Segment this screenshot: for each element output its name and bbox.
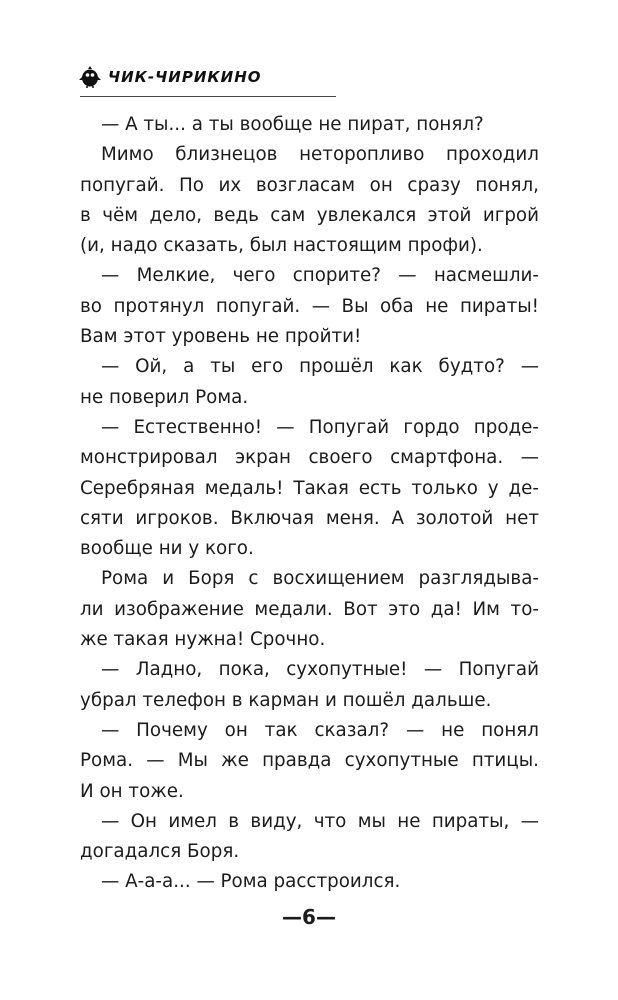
text-line: И он тоже. [80,780,184,802]
text-line: — Мелкие, чего спорите? — насмешли- [101,265,539,287]
text-line: — А-а-а... — Рома расстроился. [101,871,401,893]
page-number: —6— [282,905,336,929]
text-line: (и, надо сказать, был настоящим профи). [80,235,483,257]
bird-icon [78,64,102,88]
text-line: — А ты... а ты вообще не пират, понял? [101,114,484,135]
text-line: Мимо близнецов неторопливо проходил [101,144,539,166]
text-line: Рома и Боря с восхищением разглядыва- [101,568,539,590]
text-line: Вам этот уровень не пройти! [80,326,362,348]
text-line: — Ладно, пока, сухопутные! — Попугай [101,659,539,681]
header-rule [80,96,336,97]
text-line: Рома. — Мы же правда сухопутные птицы. [80,750,539,772]
text-line: догадался Боря. [80,841,240,863]
text-line: убрал телефон в карман и пошёл дальше. [80,689,492,711]
text-line: попугай. По их возгласам он сразу понял, [80,174,539,196]
text-line: сяти игроков. Включая меня. А золотой нет [80,507,539,529]
series-title: ЧИК-ЧИРИКИНО [108,68,262,86]
text-line: во протянул попугай. — Вы оба не пираты! [80,295,539,317]
running-header [78,62,338,98]
text-line: — Ой, а ты его прошёл как будто? — [101,356,539,378]
page-text [80,110,539,898]
text-line: — Естественно! — Попугай гордо проде- [101,416,539,438]
text-line: же такая нужна! Срочно. [80,629,326,651]
text-line: ли изображение медали. Вот это да! Им то- [80,598,539,620]
text-line: — Он имел в виду, что мы не пираты, — [101,810,539,832]
text-line: монстрировал экран своего смартфона. — [80,447,539,469]
text-line: вообще ни у кого. [80,538,254,560]
text-line: — Почему он так сказал? — не понял [101,719,539,741]
text-line: в чём дело, ведь сам увлекался этой игрой [80,204,539,226]
text-line: Серебряная медаль! Такая есть только у де- [80,477,539,499]
text-line: не поверил Рома. [80,386,249,408]
